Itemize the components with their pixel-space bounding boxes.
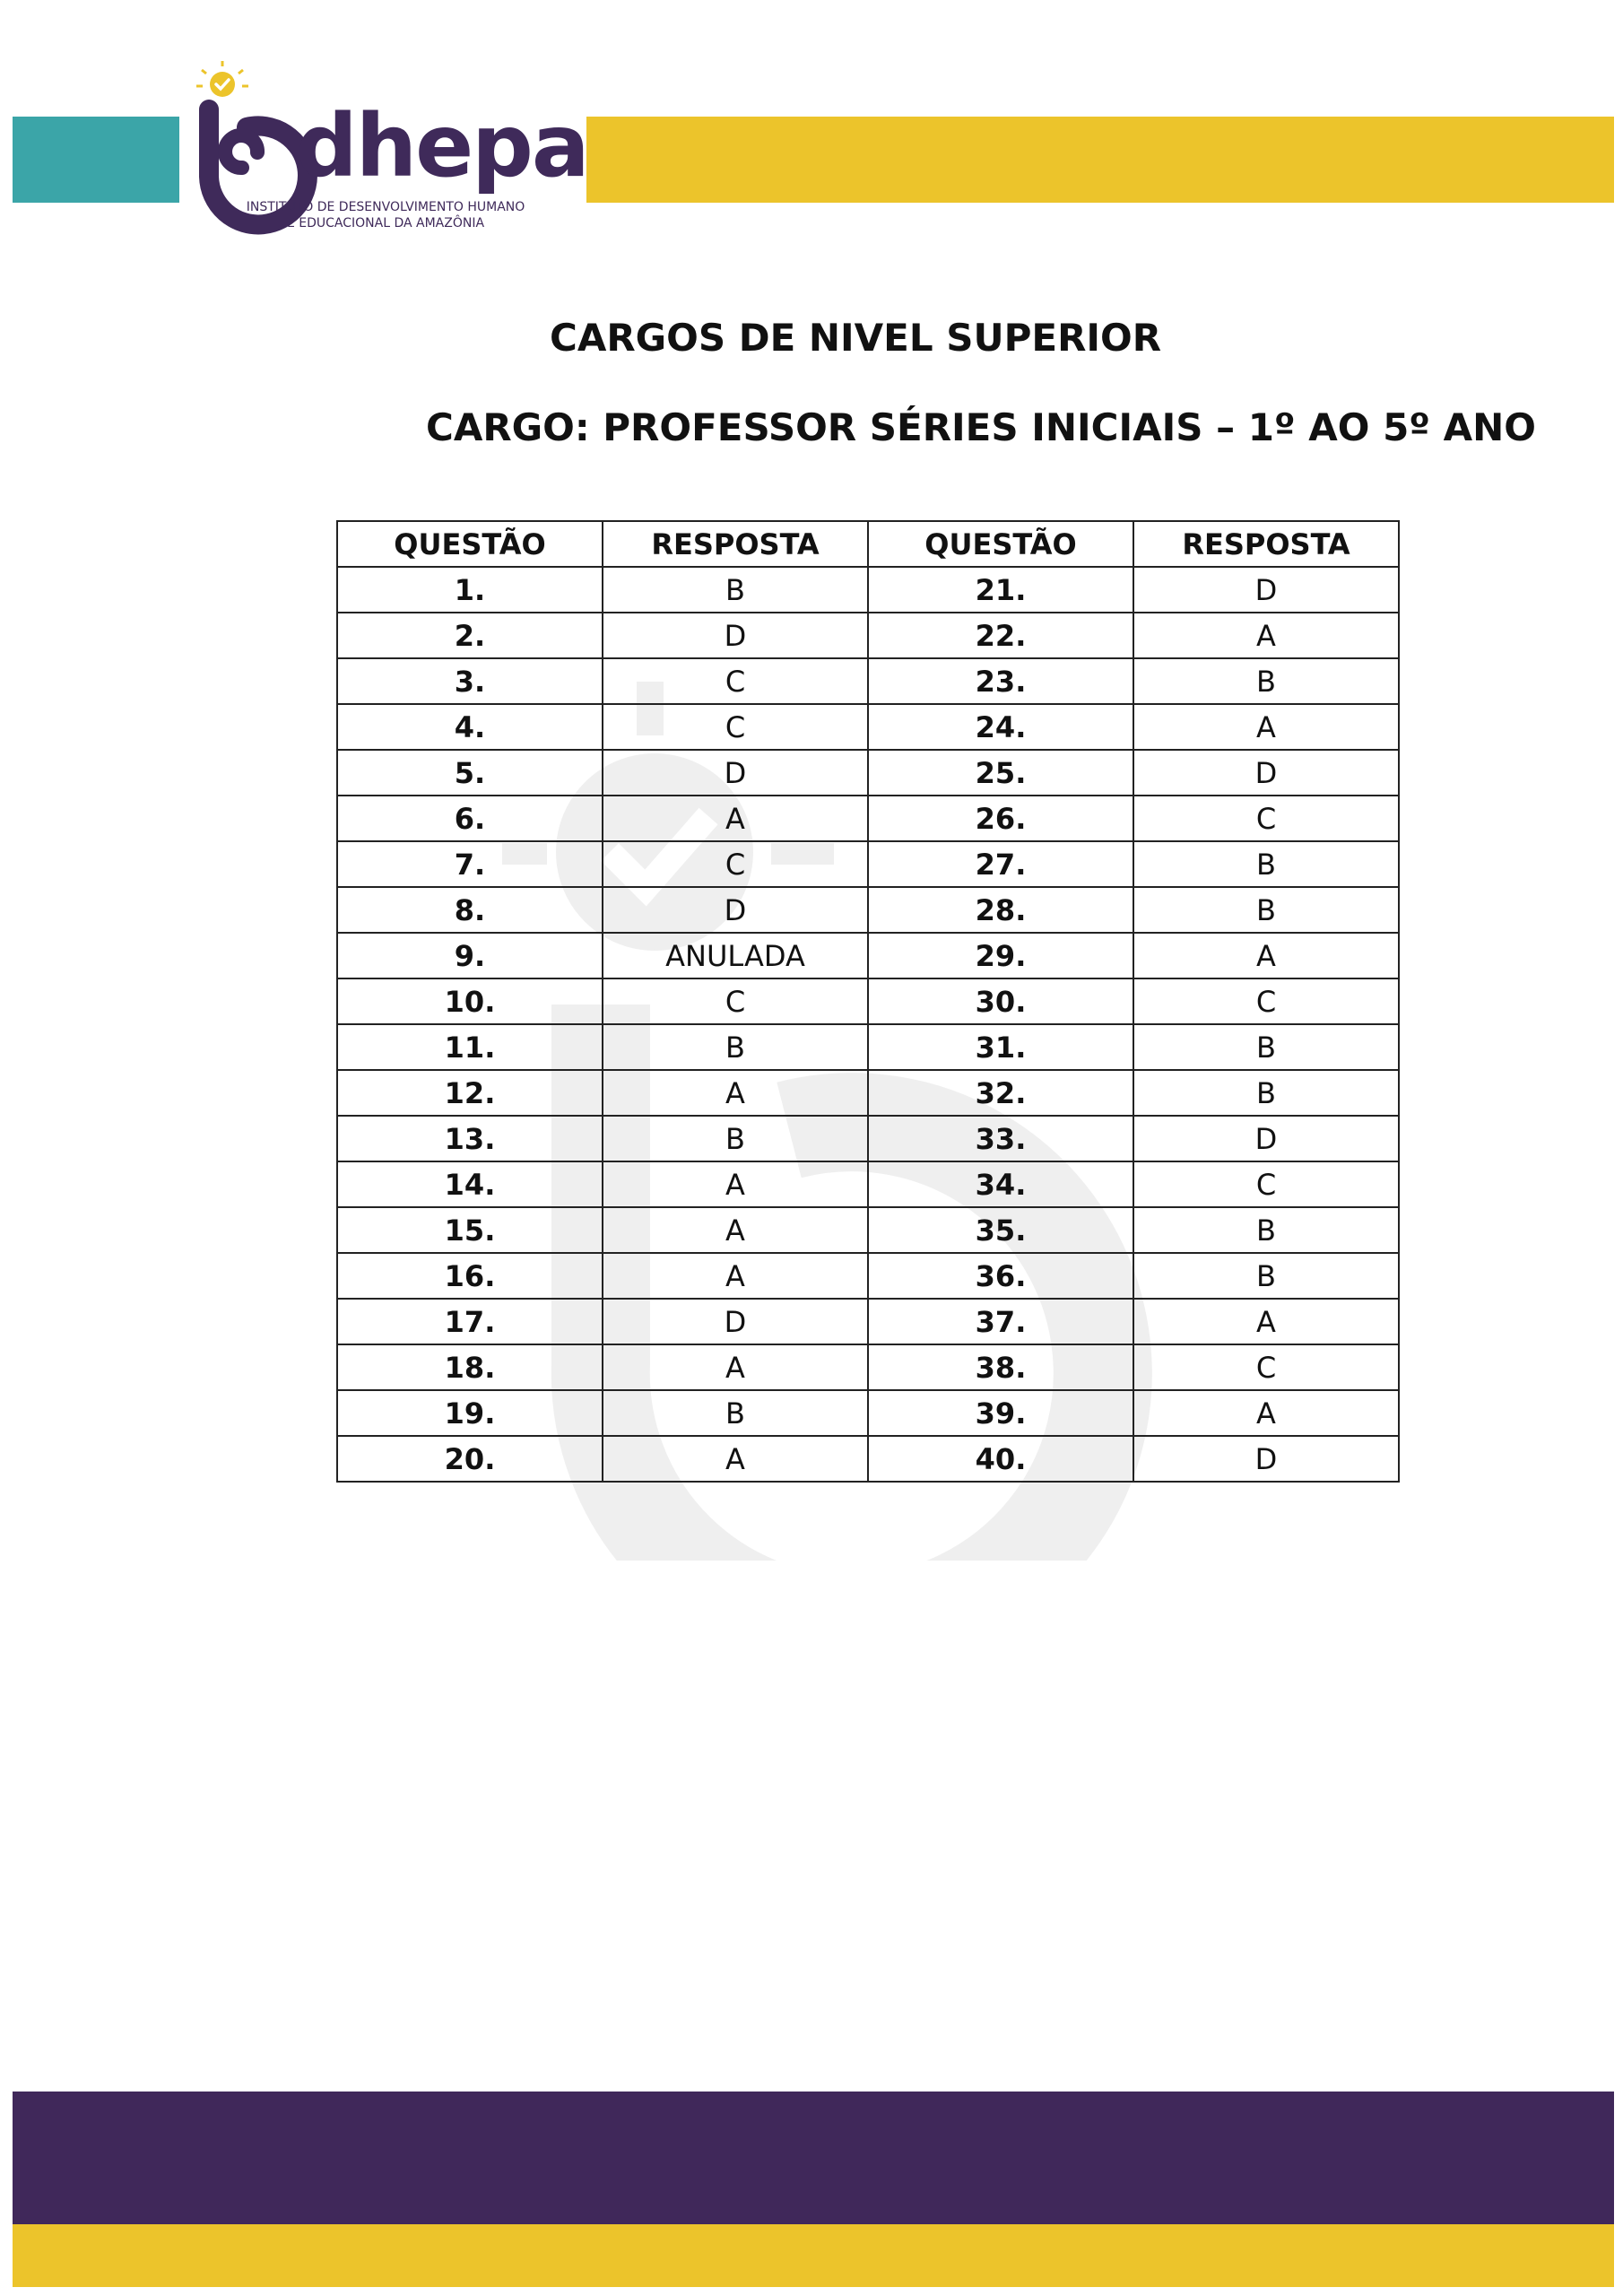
table-row <box>337 1299 1399 1344</box>
header-resposta-2: RESPOSTA <box>1133 521 1399 567</box>
answer-cell: B <box>1133 1207 1399 1253</box>
table-header-row <box>337 521 1399 567</box>
answer-cell: D <box>1133 1436 1399 1482</box>
question-number-cell: 36. <box>868 1253 1133 1299</box>
answer-cell: C <box>1133 1161 1399 1207</box>
answer-cell: B <box>603 567 868 613</box>
table-row <box>337 750 1399 796</box>
header-teal-bar <box>13 117 179 203</box>
answer-cell: C <box>1133 796 1399 841</box>
question-number-cell: 34. <box>868 1161 1133 1207</box>
answer-cell: A <box>603 1161 868 1207</box>
answer-cell: D <box>603 1299 868 1344</box>
answer-cell: B <box>1133 658 1399 704</box>
answer-cell: D <box>1133 567 1399 613</box>
answer-cell: A <box>603 796 868 841</box>
answer-cell: C <box>1133 978 1399 1024</box>
answer-cell: A <box>1133 613 1399 658</box>
table-row <box>337 1207 1399 1253</box>
answer-cell: C <box>603 841 868 887</box>
answer-cell: B <box>1133 1024 1399 1070</box>
table-row <box>337 1161 1399 1207</box>
answer-cell: A <box>1133 704 1399 750</box>
question-number-cell: 30. <box>868 978 1133 1024</box>
table-row <box>337 1116 1399 1161</box>
page-title: CARGOS DE NIVEL SUPERIOR <box>550 316 1162 360</box>
question-number-cell: 40. <box>868 1436 1133 1482</box>
question-number-cell: 39. <box>868 1390 1133 1436</box>
question-number-cell: 6. <box>337 796 603 841</box>
question-number-cell: 25. <box>868 750 1133 796</box>
question-number-cell: 22. <box>868 613 1133 658</box>
question-number-cell: 27. <box>868 841 1133 887</box>
question-number-cell: 16. <box>337 1253 603 1299</box>
question-number-cell: 2. <box>337 613 603 658</box>
answer-cell: C <box>603 978 868 1024</box>
question-number-cell: 32. <box>868 1070 1133 1116</box>
question-number-cell: 9. <box>337 933 603 978</box>
question-number-cell: 21. <box>868 567 1133 613</box>
answer-cell: C <box>603 658 868 704</box>
question-number-cell: 7. <box>337 841 603 887</box>
table-row <box>337 1344 1399 1390</box>
header-yellow-bar <box>586 117 1614 203</box>
answer-key-table <box>336 520 1400 1483</box>
question-number-cell: 18. <box>337 1344 603 1390</box>
question-number-cell: 15. <box>337 1207 603 1253</box>
answer-cell: A <box>1133 1299 1399 1344</box>
table-row <box>337 978 1399 1024</box>
page-subtitle: CARGO: PROFESSOR SÉRIES INICIAIS – 1º AO 5º ANO <box>426 405 1536 449</box>
table-row <box>337 658 1399 704</box>
sun-check-icon <box>196 61 248 97</box>
answer-cell: A <box>1133 1390 1399 1436</box>
answer-cell: B <box>1133 887 1399 933</box>
question-number-cell: 24. <box>868 704 1133 750</box>
answer-cell: B <box>603 1116 868 1161</box>
question-number-cell: 17. <box>337 1299 603 1344</box>
answer-cell: D <box>603 613 868 658</box>
logo-subtitle-line1: INSTITUTO DE DESENVOLVIMENTO HUMANO <box>246 200 525 214</box>
answer-cell: C <box>603 704 868 750</box>
question-number-cell: 37. <box>868 1299 1133 1344</box>
question-number-cell: 11. <box>337 1024 603 1070</box>
answer-cell: A <box>603 1436 868 1482</box>
table-row <box>337 704 1399 750</box>
answer-cell: D <box>1133 750 1399 796</box>
answer-cell: A <box>603 1344 868 1390</box>
question-number-cell: 13. <box>337 1116 603 1161</box>
question-number-cell: 1. <box>337 567 603 613</box>
question-number-cell: 28. <box>868 887 1133 933</box>
answer-cell: B <box>1133 1070 1399 1116</box>
question-number-cell: 29. <box>868 933 1133 978</box>
answer-cell: D <box>1133 1116 1399 1161</box>
question-number-cell: 35. <box>868 1207 1133 1253</box>
table-row <box>337 1253 1399 1299</box>
question-number-cell: 31. <box>868 1024 1133 1070</box>
logo-subtitle-line2: E EDUCACIONAL DA AMAZÔNIA <box>286 216 485 230</box>
footer-yellow-bar <box>13 2224 1614 2287</box>
answer-cell: B <box>603 1390 868 1436</box>
question-number-cell: 5. <box>337 750 603 796</box>
header-resposta-1: RESPOSTA <box>603 521 868 567</box>
table-row <box>337 887 1399 933</box>
question-number-cell: 14. <box>337 1161 603 1207</box>
table-row <box>337 567 1399 613</box>
question-number-cell: 38. <box>868 1344 1133 1390</box>
answer-cell: A <box>603 1207 868 1253</box>
question-number-cell: 8. <box>337 887 603 933</box>
answer-cell: A <box>1133 933 1399 978</box>
table-row <box>337 796 1399 841</box>
table-row <box>337 613 1399 658</box>
table-row <box>337 1024 1399 1070</box>
answer-cell: B <box>1133 841 1399 887</box>
answer-cell: A <box>603 1070 868 1116</box>
question-number-cell: 4. <box>337 704 603 750</box>
answer-cell: D <box>603 750 868 796</box>
answer-cell: D <box>603 887 868 933</box>
answer-cell: C <box>1133 1344 1399 1390</box>
footer-purple-bar <box>13 2092 1614 2224</box>
question-number-cell: 19. <box>337 1390 603 1436</box>
answer-cell: B <box>603 1024 868 1070</box>
question-number-cell: 3. <box>337 658 603 704</box>
table-row <box>337 1436 1399 1482</box>
answer-cell: B <box>1133 1253 1399 1299</box>
question-number-cell: 33. <box>868 1116 1133 1161</box>
table-row <box>337 933 1399 978</box>
logo-wordmark: dhepa <box>296 96 588 196</box>
table-row <box>337 841 1399 887</box>
header-questao-2: QUESTÃO <box>868 521 1133 567</box>
answer-cell: A <box>603 1253 868 1299</box>
header-questao-1: QUESTÃO <box>337 521 603 567</box>
table-row <box>337 1070 1399 1116</box>
question-number-cell: 10. <box>337 978 603 1024</box>
table-row <box>337 1390 1399 1436</box>
question-number-cell: 23. <box>868 658 1133 704</box>
answer-cell: ANULADA <box>603 933 868 978</box>
question-number-cell: 12. <box>337 1070 603 1116</box>
logo-subtitle <box>193 199 578 231</box>
question-number-cell: 20. <box>337 1436 603 1482</box>
question-number-cell: 26. <box>868 796 1133 841</box>
